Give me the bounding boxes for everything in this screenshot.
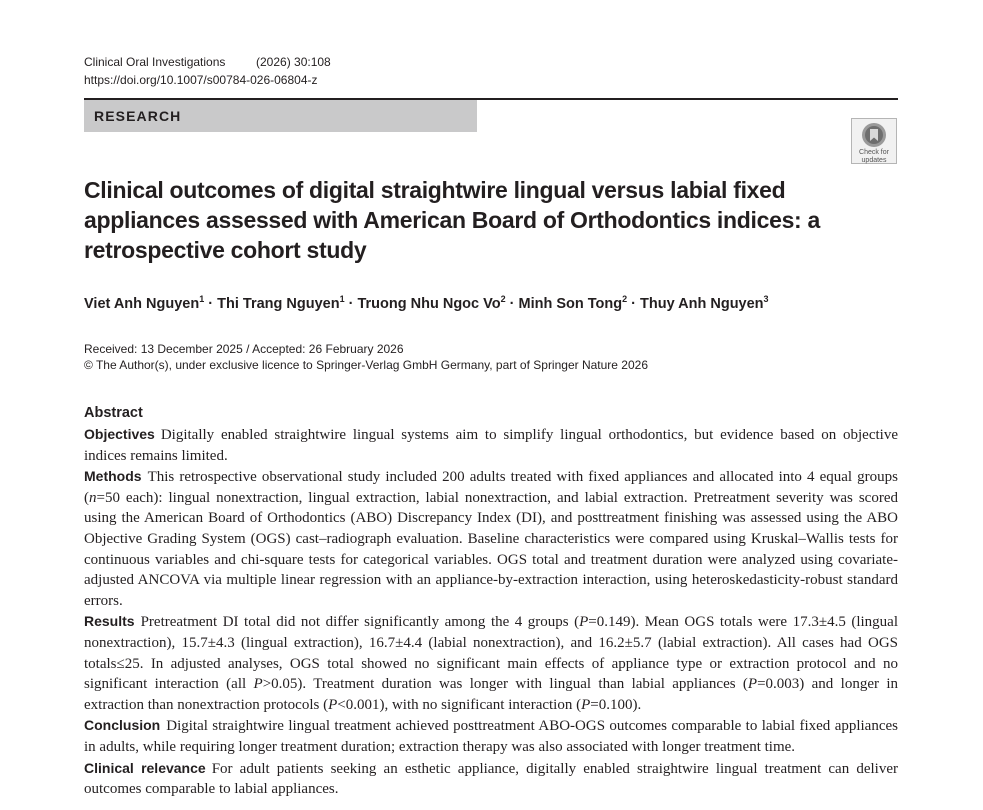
- results-text: =0.149). Mean OGS totals were 17.3±4.5 (lingual nonextraction), 15.7±4.3 (lingual extraction), 16.7±4.4 (labial nonextraction), and 16.2±5.7 (labial extraction). All cases had OGS totals≤25. In adjusted analyses, OGS total showed no significant main effects of appliance type or extraction protocol and no significant interaction (all: [84, 614, 898, 693]
- author-name[interactable]: Truong Nhu Ngoc Vo: [357, 295, 501, 312]
- author-list: [84, 289, 898, 314]
- journal-name: Clinical Oral Investigations: [84, 55, 226, 69]
- results-label: Results: [84, 613, 135, 630]
- doi-link[interactable]: https://doi.org/10.1007/s00784-026-06804-z: [84, 73, 318, 87]
- author-affiliation: 2: [500, 294, 506, 304]
- copyright-notice: © The Author(s), under exclusive licence to Springer-Verlag GmbH Germany, part of Springer Nature 2026: [84, 358, 648, 372]
- abstract-results: [84, 611, 898, 715]
- conclusion-text: Digital straightwire lingual treatment achieved posttreatment ABO-OGS outcomes comparable to labial fixed appliances in adults, while requiring longer treatment duration; extraction therapy was also associated with longer treatment time.: [84, 718, 898, 755]
- author-separator: ·: [204, 295, 218, 312]
- p-value-symbol: P: [328, 696, 338, 713]
- results-text: =0.100).: [590, 696, 642, 713]
- badge-label-line-1: Check for: [859, 149, 889, 156]
- abstract-methods: [84, 466, 898, 611]
- clinical-relevance-text: For adult patients seeking an esthetic appliance, digitally enabled straightwire lingual treatment can deliver outcomes comparable to labial appliances.: [84, 760, 898, 798]
- methods-text: This retrospective observational study included 200 adults treated with fixed appliances and allocated into 4 equal groups (: [84, 469, 898, 506]
- author-affiliation: 1: [199, 294, 205, 304]
- objectives-text: Digitally enabled straightwire lingual systems aim to simplify lingual orthodontics, but evidence based on objective indices remains limited.: [84, 427, 898, 464]
- methods-text: =50 each): lingual nonextraction, lingual extraction, labial nonextraction, and labial extraction. Pretreatment severity was scored using the American Board of Orthodontics (ABO) Discrepancy Index (DI), and posttreatment finishing was assessed using the ABO Objective Grading System (OGS) cast–radiograph evaluation. Baseline characteristics were compared using Kruskal–Wallis tests for continuous variables and chi-square tests for categorical variables. OGS total and treatment duration were analyzed using covariate-adjusted ANCOVA via multiple linear regression with an appliance-by-extraction interaction, using heteroskedasticity-robust standard errors.: [84, 489, 898, 609]
- p-value-symbol: P: [747, 676, 758, 693]
- journal-citation-line: [84, 55, 331, 69]
- author-name[interactable]: Thi Trang Nguyen: [217, 295, 340, 312]
- author-name[interactable]: Viet Anh Nguyen: [84, 295, 200, 312]
- author-name[interactable]: Minh Son Tong: [518, 295, 623, 312]
- abstract-clinical-relevance: [84, 758, 898, 800]
- badge-label-line-2: updates: [861, 157, 887, 164]
- author-separator: ·: [344, 295, 358, 312]
- p-value-symbol: P: [581, 696, 591, 713]
- author-affiliation: 2: [622, 294, 628, 304]
- abstract-objectives: [84, 424, 898, 466]
- abstract-heading: Abstract: [84, 405, 143, 421]
- abstract-conclusion: [84, 715, 898, 757]
- author-name[interactable]: Thuy Anh Nguyen: [640, 295, 764, 312]
- clinical-relevance-label: Clinical relevance: [84, 759, 206, 776]
- results-text: >0.05). Treatment duration was longer with lingual than labial appliances (: [262, 676, 748, 693]
- results-text: Pretreatment DI total did not differ significantly among the 4 groups (: [140, 614, 580, 631]
- conclusion-label: Conclusion: [84, 717, 161, 734]
- p-value-symbol: P: [579, 614, 589, 631]
- received-accepted-dates: Received: 13 December 2025 / Accepted: 26 February 2026: [84, 342, 404, 356]
- abstract-body: [84, 424, 898, 800]
- author-separator: ·: [505, 295, 519, 312]
- author-separator: ·: [627, 295, 641, 312]
- check-for-updates-badge[interactable]: [851, 118, 897, 164]
- crossmark-icon: [861, 122, 887, 148]
- article-title: Clinical outcomes of digital straightwire lingual versus labial fixed appliances assessed with American Board of Orthodontics indices: a retrospective cohort study: [84, 177, 821, 263]
- methods-label: Methods: [84, 468, 142, 485]
- objectives-label: Objectives: [84, 426, 155, 442]
- citation: (2026) 30:108: [256, 55, 331, 69]
- author-affiliation: 3: [763, 294, 769, 304]
- section-label: RESEARCH: [84, 100, 477, 132]
- author-affiliation: 1: [339, 294, 345, 304]
- methods-n-symbol: n: [89, 489, 97, 506]
- p-value-symbol: P: [253, 676, 263, 693]
- results-text: =0.003) and longer in extraction than nonextraction protocols (: [84, 676, 899, 713]
- results-text: <0.001), with no significant interaction (: [337, 696, 582, 713]
